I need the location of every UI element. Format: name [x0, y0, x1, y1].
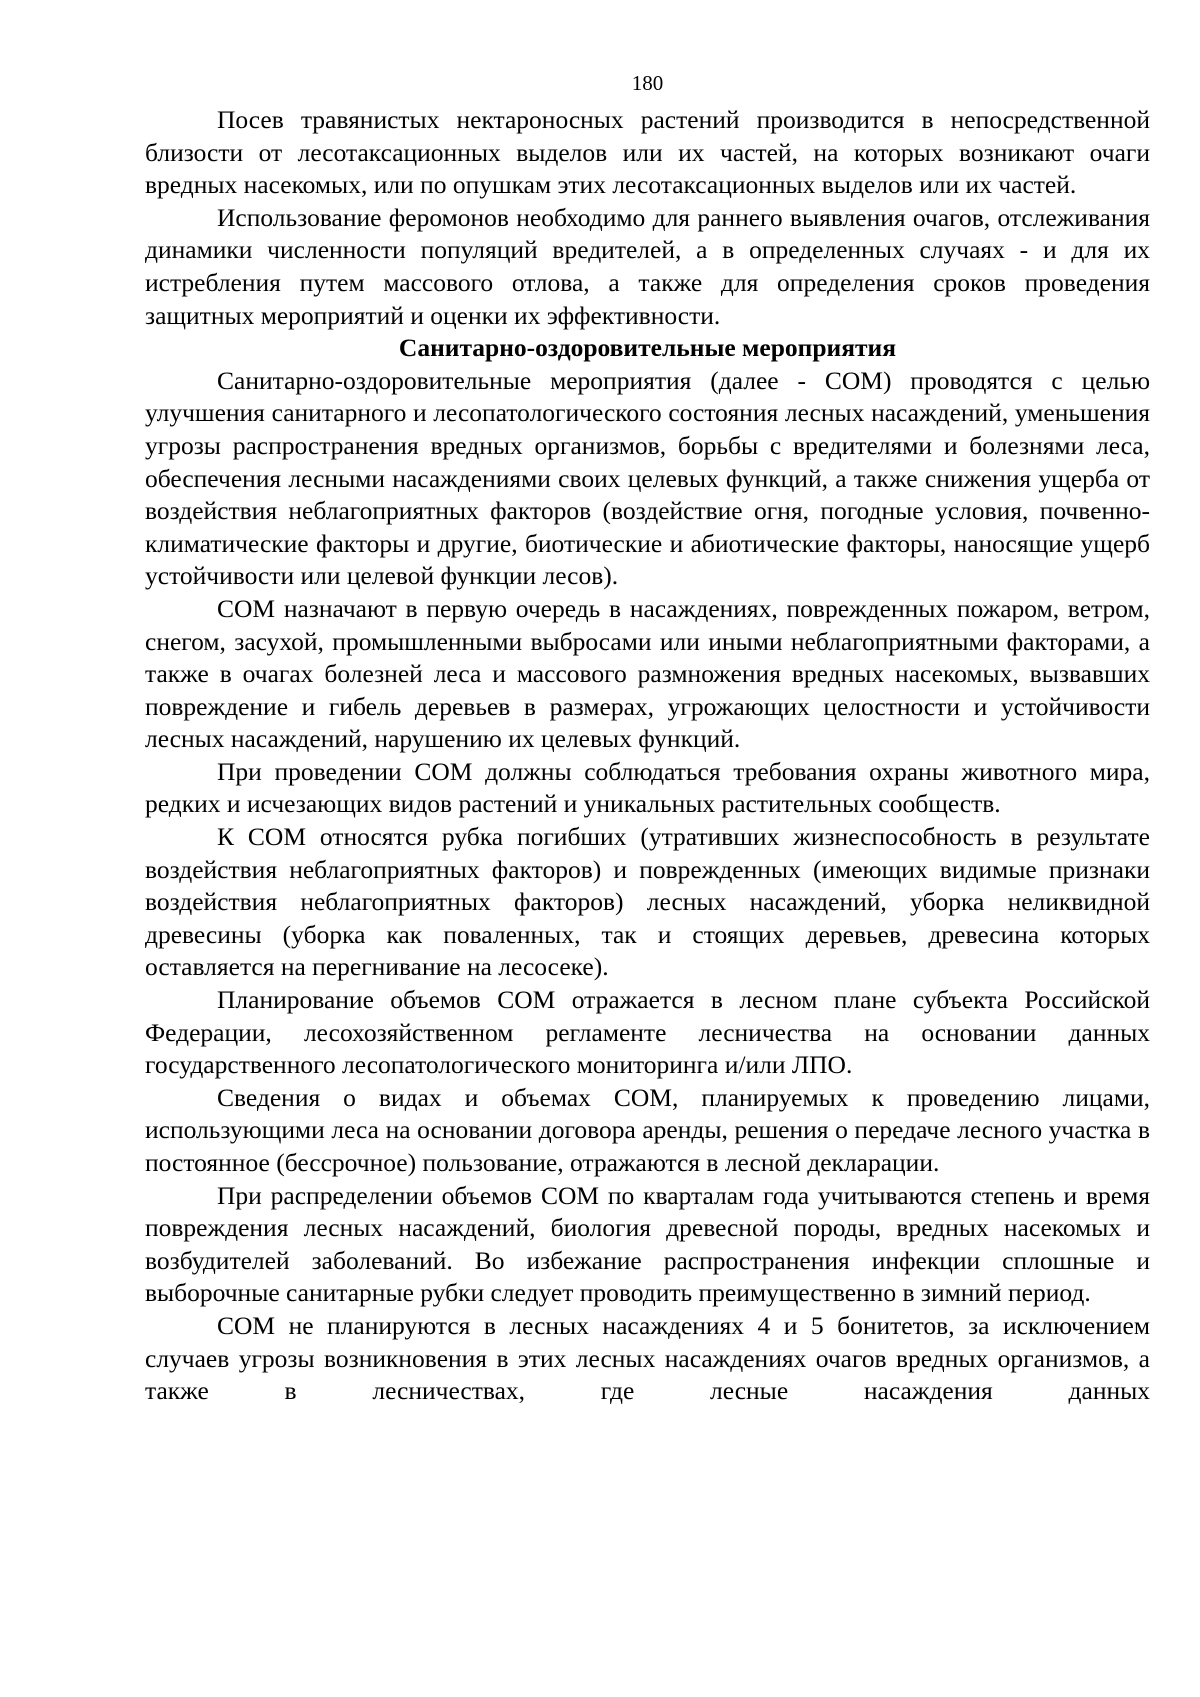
section-heading: Санитарно-оздоровительные мероприятия — [398, 333, 897, 363]
page-number: 180 — [631, 71, 664, 95]
paragraph-som-definition: Санитарно-оздоровительные мероприятия (далее - СОМ) проводятся с целью улучшения санитарного и лесопатологического состояния лесных насаждений, уменьшения угрозы распространения вредных организмов, борьбы с вредителями и болезнями леса, обеспечения лесными насаждениями своих целевых функций, а также снижения ущерба от воздействия неблагоприятных факторов (воздействие огня, погодные условия, почвенно-климатические факторы и другие, биотические и абиотические факторы, наносящие ущерб устойчивости или целевой функции лесов). — [145, 365, 1150, 591]
paragraph-som-planning: Планирование объемов СОМ отражается в лесном плане субъекта Российской Федерации, лесохозяйственном регламенте лесничества на основании данных государственного лесопатологического мониторинга и/или ЛПО. — [145, 985, 1150, 1080]
paragraph-wildlife-protection: При проведении СОМ должны соблюдаться требования охраны животного мира, редких и исчезающих видов растений и уникальных растительных сообществ. — [145, 756, 1150, 819]
paragraph-som-assignment: СОМ назначают в первую очередь в насаждениях, поврежденных пожаром, ветром, снегом, засухой, промышленными выбросами или иными неблагоприятными факторами, а также в очагах болезней леса и массового размножения вредных насекомых, вызвавших повреждение и гибель деревьев в размерах, угрожающих целостности и устойчивости лесных насаждений, нарушению их целевых функций. — [145, 593, 1150, 754]
paragraph-nectar-plants: Посев травянистых нектароносных растений производится в непосредственной близости от лесотаксационных выделов или их частей, на которых возникают очаги вредных насекомых, или по опушкам этих лесотаксационных выделов или их частей. — [145, 105, 1150, 200]
paragraph-pheromones: Использование феромонов необходимо для раннего выявления очагов, отслеживания динамики численности популяций вредителей, а в определенных случаях - и для их истребления путем массового отлова, а также для определения сроков проведения защитных мероприятий и оценки их эффективности. — [145, 202, 1150, 330]
paragraph-bonitet-exclusion: СОМ не планируются в лесных насаждениях 4 и 5 бонитетов, за исключением случаев угрозы возникновения в этих лесных насаждениях очагов вредных организмов, а также в лесничествах, где лесные насаждения данных — [145, 1310, 1150, 1406]
paragraph-forest-declaration: Сведения о видах и объемах СОМ, планируемых к проведению лицами, использующими леса на основании договора аренды, решения о передаче лесного участка в постоянное (бессрочное) пользование, отражаются в лесной декларации. — [145, 1082, 1150, 1177]
document-page — [145, 68, 1150, 1408]
paragraph-quarterly-distribution: При распределении объемов СОМ по кварталам года учитываются степень и время повреждения лесных насаждений, биология древесной породы, вредных насекомых и возбудителей заболеваний. Во избежание распространения инфекции сплошные и выборочные санитарные рубки следует проводить преимущественно в зимний период. — [145, 1180, 1150, 1308]
paragraph-som-types: К СОМ относятся рубка погибших (утративших жизнеспособность в результате воздействия неблагоприятных факторов) и поврежденных (имеющих видимые признаки воздействия неблагоприятных факторов) лесных насаждений, уборка неликвидной древесины (уборка как поваленных, так и стоящих деревьев, древесина которых оставляется на перегнивание на лесосеке). — [145, 822, 1150, 982]
